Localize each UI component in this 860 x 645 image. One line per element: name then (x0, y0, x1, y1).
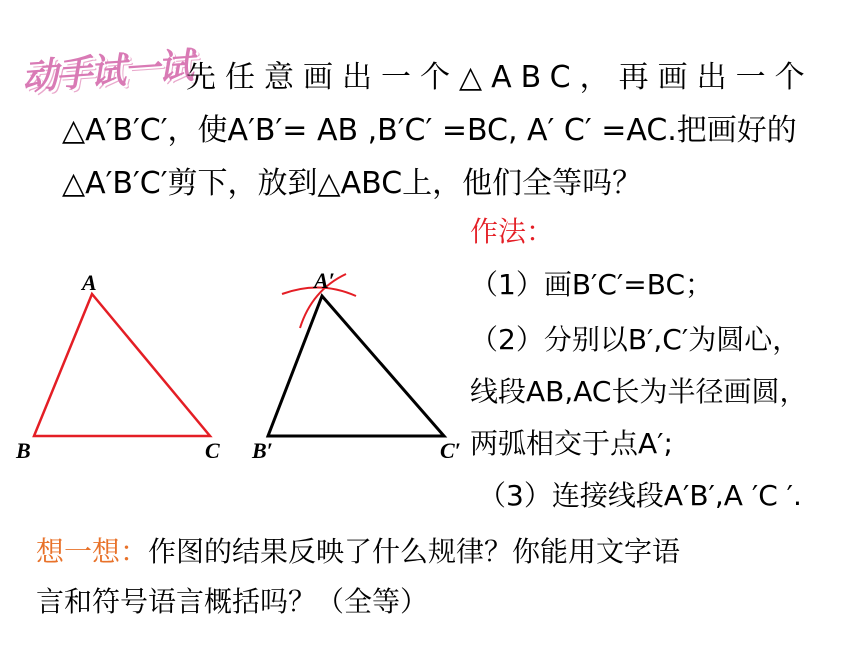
think-label: 想一想： (36, 535, 149, 568)
label-c-prime: C′ (440, 438, 461, 463)
problem-line-3: △A′B′C′剪下，放到△ABC上，他们全等吗？ (62, 166, 643, 201)
method-step-2b: 线段AB,AC长为半径画圆， (470, 375, 808, 408)
badge-try-it: 动手试一试 (20, 44, 194, 99)
think-line-1 (36, 530, 680, 570)
method-step-2a: （2）分别以B′,C′为圆心， (470, 323, 801, 356)
method-title: 作法： (470, 215, 555, 248)
label-a-prime: A′ (314, 268, 335, 293)
think-line-2: 言和符号语言概括吗？（全等） (36, 585, 429, 618)
label-a: A (82, 270, 97, 295)
method-step-1: （1）画B′C′=BC； (470, 268, 714, 301)
triangle-abc (34, 294, 210, 436)
triangle-figures (0, 260, 470, 480)
label-b: B (16, 438, 31, 463)
label-b-prime: B′ (252, 438, 273, 463)
label-c: C (205, 438, 220, 463)
problem-line-2: △A′B′C′，使A′B′= AB ,B′C′ =BC, A′ C′ =AC.把画好的 (62, 113, 797, 148)
problem-line-1: 先任意画出一个△ABC，再画出一个 (186, 60, 814, 95)
method-step-3: （3）连接线段A′B′,A ′C ′. (478, 479, 802, 512)
think-text-1: 作图的结果反映了什么规律？你能用文字语 (148, 535, 681, 568)
triangle-a-prime-b-prime-c-prime (268, 296, 444, 436)
method-step-2c: 两弧相交于点A′; (470, 427, 673, 460)
